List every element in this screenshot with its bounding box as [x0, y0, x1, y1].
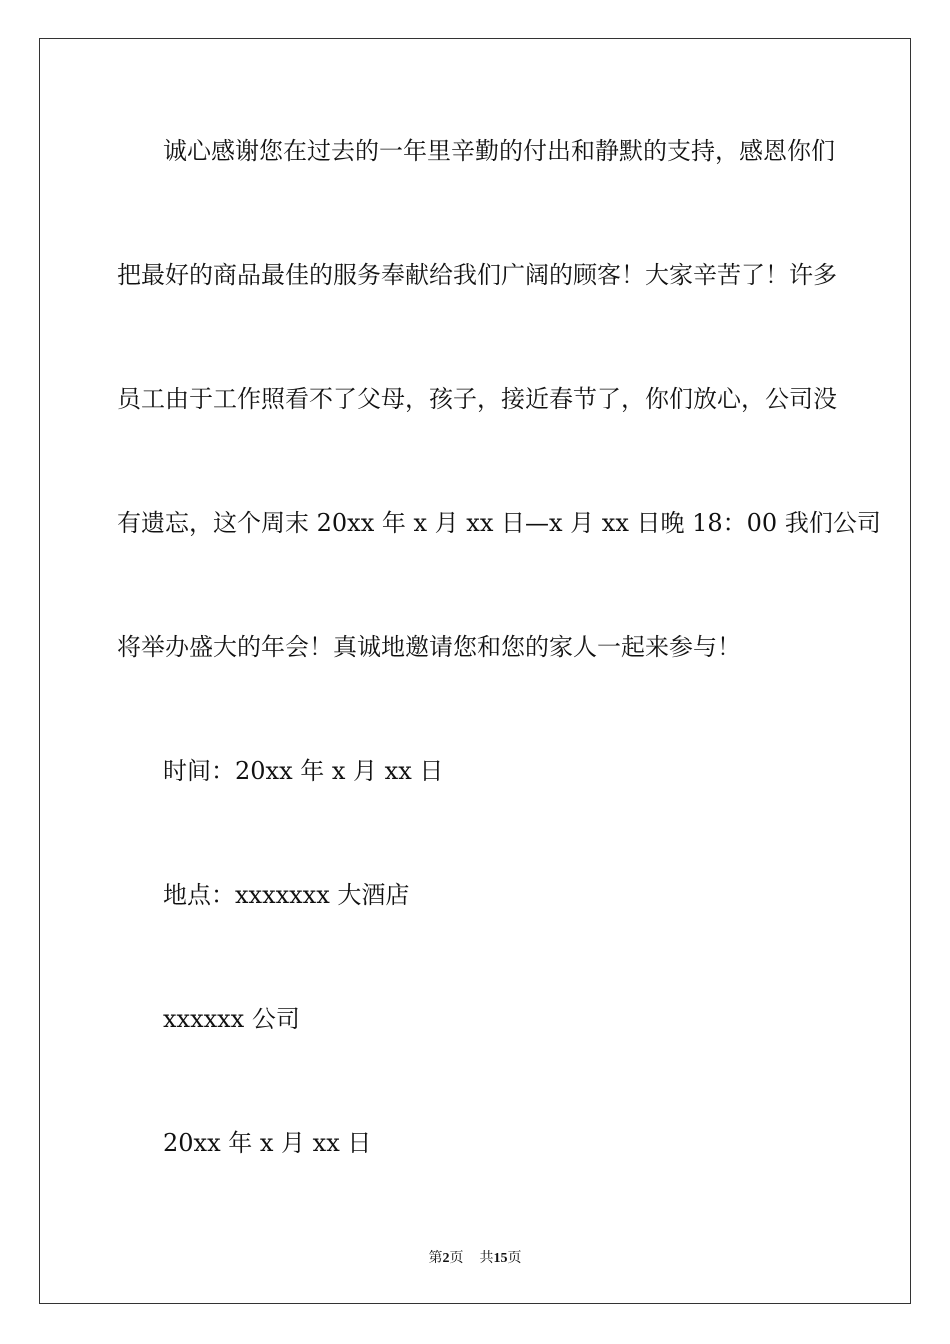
paragraph-line-2: 把最好的商品最佳的服务奉献给我们广阔的顾客！大家辛苦了！许多: [117, 261, 837, 289]
page-suffix: 页: [449, 1250, 464, 1266]
page-number: 2: [442, 1251, 450, 1266]
paragraph-line-1: 诚心感谢您在过去的一年里辛勤的付出和静默的支持，感恩你们: [163, 137, 835, 165]
date-line: 20xx 年 x 月 xx 日: [163, 1129, 372, 1157]
total-suffix: 页: [507, 1250, 522, 1266]
paragraph-line-5: 将举办盛大的年会！真诚地邀请您和您的家人一起来参与！: [117, 633, 741, 661]
time-line: 时间：20xx 年 x 月 xx 日: [163, 757, 444, 785]
paragraph-line-3: 员工由于工作照看不了父母，孩子，接近春节了，你们放心，公司没: [117, 385, 837, 413]
total-pages: 15: [493, 1251, 508, 1266]
location-line: 地点：xxxxxxx 大酒店: [163, 881, 410, 909]
company-line: xxxxxx 公司: [163, 1005, 300, 1033]
total-prefix: 共: [479, 1250, 494, 1266]
paragraph-line-4: 有遗忘，这个周末 20xx 年 x 月 xx 日—x 月 xx 日晚 18：00 我们公司: [117, 509, 881, 537]
page-border: [39, 38, 911, 1304]
page-prefix: 第: [428, 1250, 443, 1266]
page-footer: [0, 1247, 950, 1267]
